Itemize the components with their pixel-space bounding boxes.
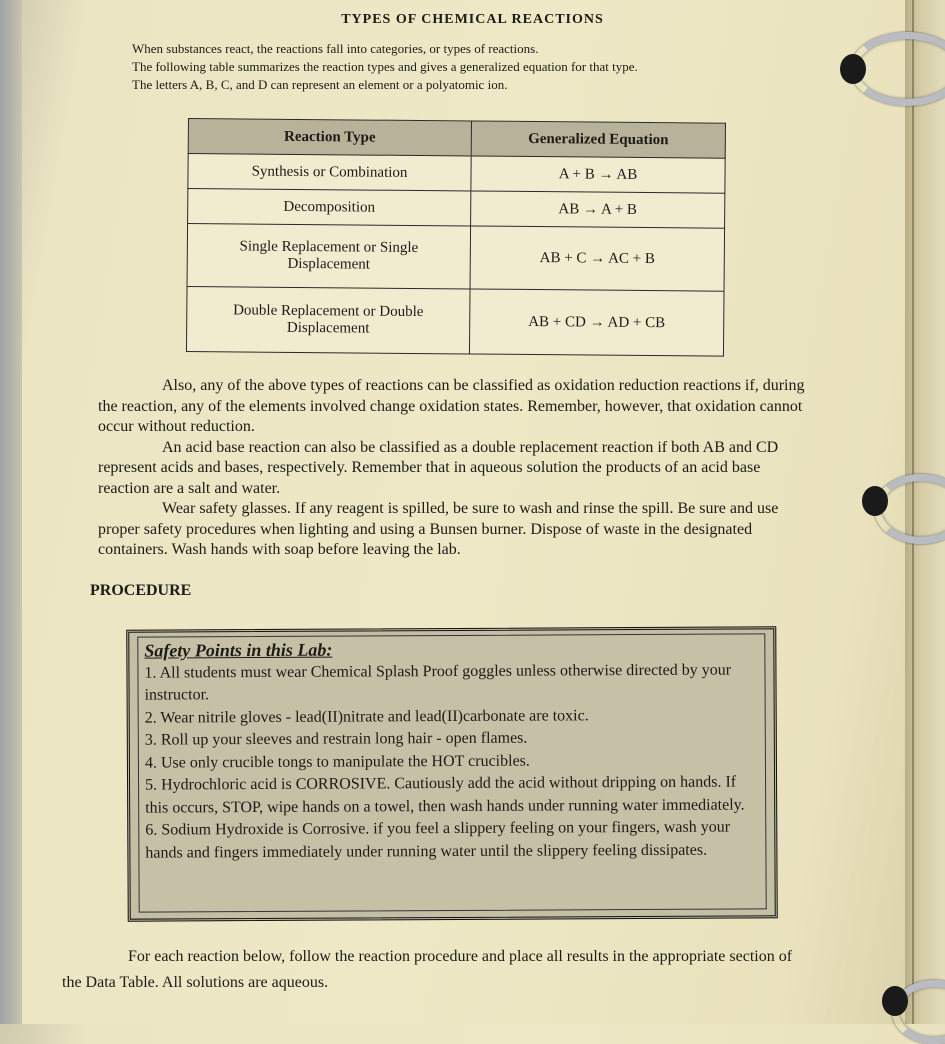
table-row [186, 286, 724, 356]
reaction-type-cell: Decomposition [188, 189, 471, 226]
paragraph: An acid base reaction can also be classified as a double replacement reaction if both AB and CD represent acids and bases, respectively. Remember that in aqueous solution the products of an acid base reaction are a salt and water. [98, 438, 779, 497]
table-row [187, 224, 725, 292]
intro-line: The following table summarizes the reaction types and gives a generalized equation for that type. [132, 59, 638, 74]
intro-line: The letters A, B, C, and D can represent an element or a polyatomic ion. [132, 77, 508, 92]
table-header-row [188, 119, 725, 159]
paragraph: Wear safety glasses. If any reagent is spilled, be sure to wash and rinse the spill. Be sure and use proper safety procedures when lighting and using a Bunsen burner. Dispose of waste in the designated containers. Wash hands with soap before leaving the lab. [98, 500, 779, 558]
equation-cell: AB + C → AC + B [470, 226, 725, 291]
safety-item: 1. All students must wear Chemical Splash Proof goggles unless otherwise directed by your instructor. [144, 661, 732, 704]
reaction-types-table [186, 118, 726, 357]
column-header: Reaction Type [188, 119, 471, 156]
intro-line: When substances react, the reactions fall into categories, or types of reactions. [132, 41, 539, 56]
closing-text: For each reaction below, follow the reaction procedure and place all results in the appropriate section of the Data Table. All solutions are aqueous. [62, 948, 793, 991]
safety-points-box [126, 626, 778, 921]
reaction-type-cell: Single Replacement or Single Displacement [187, 224, 471, 289]
page-title: TYPES OF CHEMICAL REACTIONS [341, 12, 604, 27]
reaction-type-cell: Double Replacement or Double Displacement [186, 286, 470, 353]
safety-item: 2. Wear nitrile gloves - lead(II)nitrate and lead(II)carbonate are toxic. [144, 706, 589, 727]
reaction-type-cell: Synthesis or Combination [188, 154, 471, 191]
explanation-text [98, 376, 813, 561]
safety-points-content [137, 633, 766, 912]
equation-cell: AB → A + B [471, 191, 725, 228]
page-edge [0, 0, 22, 1024]
safety-item: 5. Hydrochloric acid is CORROSIVE. Cautiously add the acid without dripping on hands. If this occurs, STOP, wipe hands on a towel, then wash hands under running water immediately. [145, 773, 745, 817]
equation-cell: AB + CD → AD + CB [469, 289, 724, 356]
table-row [188, 154, 725, 194]
safety-list [144, 659, 759, 865]
closing-instructions [62, 944, 802, 996]
paragraph: Also, any of the above types of reactions can be classified as oxidation reduction reactions if, during the reaction, any of the elements involved change oxidation states. Remember, however, that oxidation cannot occur without reduction. [98, 377, 805, 435]
safety-item: 3. Roll up your sleeves and restrain long hair - open flames. [144, 729, 528, 749]
safety-item: 6. Sodium Hydroxide is Corrosive. if you feel a slippery feeling on your fingers, wash your hands and fingers immediately under running water until the slippery feeling dissipates. [145, 818, 731, 862]
column-header: Generalized Equation [471, 121, 725, 158]
intro-text [132, 40, 832, 94]
procedure-heading: PROCEDURE [90, 582, 192, 599]
equation-cell: A + B → AB [471, 156, 725, 193]
safety-item: 4. Use only crucible tongs to manipulate the HOT crucibles. [144, 752, 530, 772]
table-row [188, 189, 725, 229]
safety-heading: Safety Points in this Lab: [144, 639, 333, 661]
